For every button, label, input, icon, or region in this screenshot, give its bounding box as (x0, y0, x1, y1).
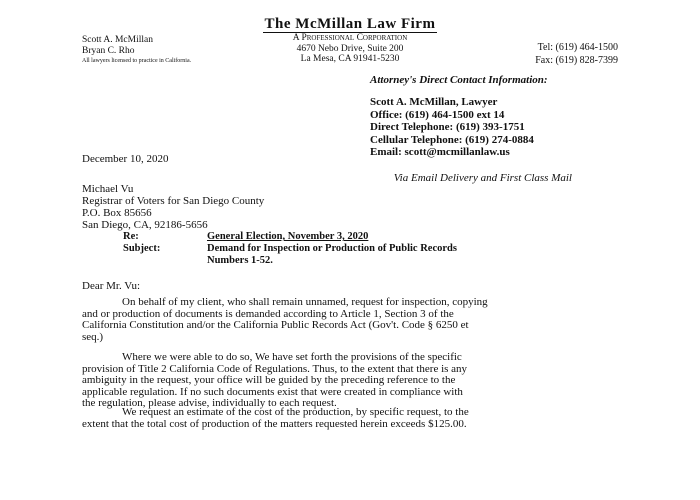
firm-phone: Tel: (619) 464-1500 (537, 42, 618, 53)
recipient-pobox: P.O. Box 85656 (82, 207, 152, 219)
paragraph-line: applicable regulation. If no such documents exist that were created in compliance with (82, 385, 463, 398)
body-paragraph (82, 297, 622, 343)
subject-value (207, 243, 457, 267)
salutation: Dear Mr. Vu: (82, 280, 141, 292)
contact-email: Email: scott@mcmillanlaw.us (370, 146, 510, 159)
firm-subtitle: A Professional Corporation (292, 33, 408, 43)
firm-name-text: The McMillan Law Firm (264, 16, 436, 32)
delivery-method: Via Email Delivery and First Class Mail (393, 172, 572, 184)
paragraph-line: ambiguity in the request, your office will be guided by the preceding reference to the (82, 374, 456, 386)
paragraph-line: We request an estimate of the cost of the production, by specific request, to the (122, 406, 469, 418)
firm-fax: Fax: (619) 828-7399 (535, 54, 618, 66)
recipient-office: Registrar of Voters for San Diego County (82, 195, 265, 207)
paragraph-line: the regulation, please advise, individually to each request. (82, 397, 337, 409)
direct-contact-block (370, 96, 534, 159)
firm-street: 4670 Nebo Drive, Suite 200 (296, 43, 404, 54)
contact-cell: Cellular Telephone: (619) 274-0884 (370, 133, 534, 146)
recipient-name: Michael Vu (82, 183, 134, 195)
contact-office: Office: (619) 464-1500 ext 14 (370, 108, 505, 121)
attorney-name: Bryan C. Rho (82, 45, 135, 56)
contact-name: Scott A. McMillan, Lawyer (370, 96, 498, 108)
paragraph-line: Where we were able to do so, We have set forth the provisions of the specific (122, 351, 462, 363)
letter-date: December 10, 2020 (82, 153, 169, 165)
direct-contact-title: Attorney's Direct Contact Information: (370, 74, 548, 86)
re-value-text: General Election, November 3, 2020 (207, 231, 369, 242)
re-value (207, 231, 368, 243)
subject-label: Subject: (123, 243, 161, 254)
contact-direct: Direct Telephone: (619) 393-1751 (370, 121, 525, 134)
recipient-address (82, 183, 264, 231)
subject-line: Numbers 1-52. (207, 255, 273, 266)
paragraph-line: seq.) (82, 330, 104, 343)
firm-name (0, 16, 700, 33)
recipient-city: San Diego, CA, 92186-5656 (82, 219, 208, 231)
attorney-name: Scott A. McMillan (82, 35, 153, 45)
body-paragraph (82, 352, 622, 410)
paragraph-line: California Constitution and/or the California Public Records Act (Gov't. Code § 6250 et (82, 319, 469, 331)
paragraph-line: On behalf of my client, who shall remain unnamed, request for inspection, copying (122, 296, 488, 308)
paragraph-line: and or production of documents is demanded according to Article 1, Section 3 of the (82, 307, 454, 320)
paragraph-line: extent that the total cost of production of the matters requested herein exceeds $125.00. (82, 417, 467, 430)
attorney-names (82, 35, 153, 56)
paragraph-line: provision of Title 2 California Code of Regulations. Thus, to the extent that there is any (82, 362, 468, 375)
firm-phones (535, 42, 618, 67)
license-note: All lawyers licensed to practice in California. (82, 58, 192, 64)
re-label: Re: (123, 231, 139, 242)
firm-city: La Mesa, CA 91941-5230 (300, 54, 400, 64)
subject-line: Demand for Inspection or Production of Public Records (207, 243, 457, 254)
body-paragraph (82, 407, 622, 430)
